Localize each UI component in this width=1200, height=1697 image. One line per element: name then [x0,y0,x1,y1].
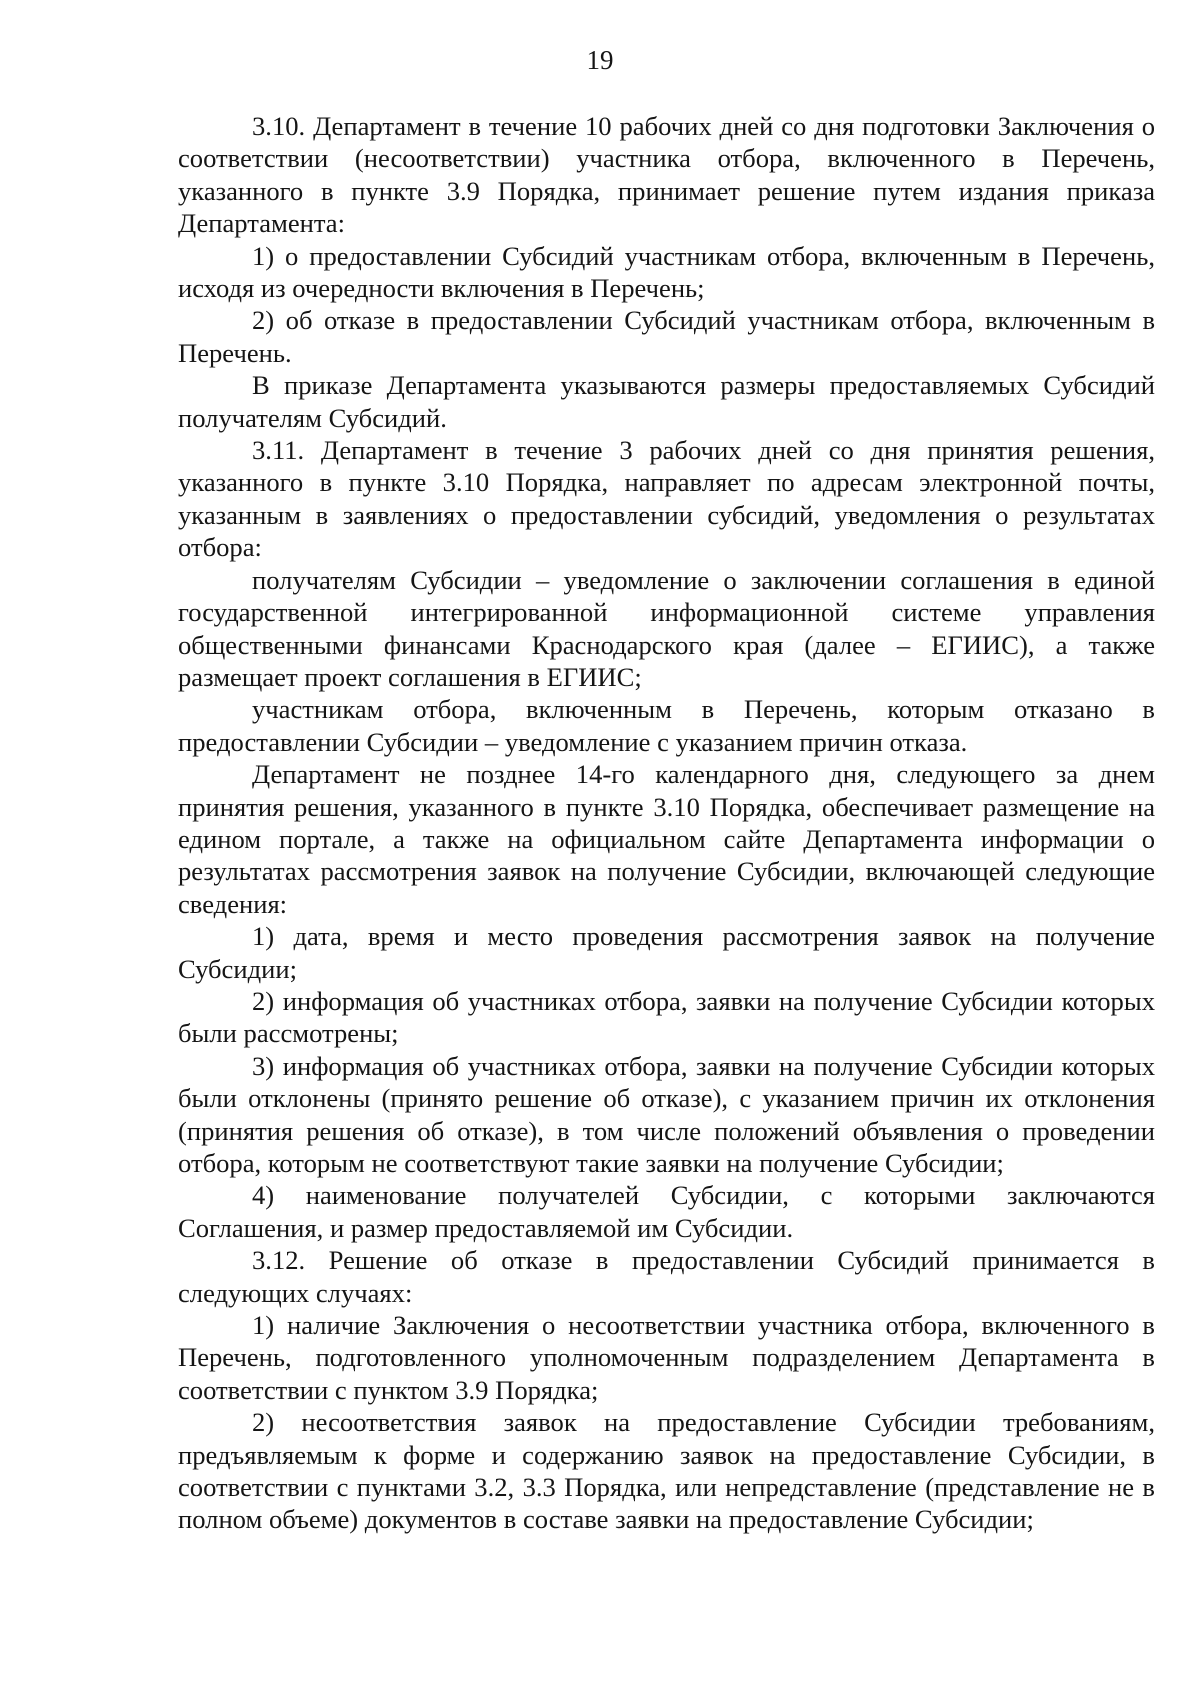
list-item-application-nonconformity: 2) несоответствия заявок на предоставление Субсидии требованиям, предъявляемым к форме и содержанию заявок на предоставление Субсидии, в соответствии с пунктами 3.2, 3.3 Порядка, или непредставление (представление не в полном объеме) документов в составе заявки на предоставление Субсидии; [178,1407,1155,1535]
paragraph-publication: Департамент не позднее 14-го календарного дня, следующего за днем принятия решения, указанного в пункте 3.10 Порядка, обеспечивает размещение на едином портале, а также на официальном сайте Департамента информации о результатах рассмотрения заявок на получение Субсидии, включающей следующие сведения: [178,759,1155,919]
paragraph-3-12: 3.12. Решение об отказе в предоставлении Субсидий принимается в следующих случаях: [178,1245,1155,1308]
paragraph-refused-participants-notice: участникам отбора, включенным в Перечень, которым отказано в предоставлении Субсидии – уведомление с указанием причин отказа. [178,694,1155,757]
list-item-recipient-names: 4) наименование получателей Субсидии, с которыми заключаются Соглашения, и размер предоставляемой им Субсидии. [178,1180,1155,1243]
list-item-grant-subsidies: 1) о предоставлении Субсидий участникам отбора, включенным в Перечень, исходя из очередности включения в Перечень; [178,240,1155,304]
list-item-considered-applications: 2) информация об участниках отбора, заявки на получение Субсидии которых были рассмотрены; [178,985,1155,1049]
list-item-date-time-place: 1) дата, время и место проведения рассмотрения заявок на получение Субсидии; [178,921,1155,984]
paragraph-3-11: 3.11. Департамент в течение 3 рабочих дней со дня принятия решения, указанного в пункте 3.10 Порядка, направляет по адресам электронной почты, указанным в заявлениях о предоставлении субсидий, уведомления о результатах отбора: [178,435,1155,563]
list-item-nonconformity-conclusion: 1) наличие Заключения о несоответствии участника отбора, включенного в Перечень, подготовленного уполномоченным подразделением Департамента в соответствии с пунктом 3.9 Порядка; [178,1310,1155,1405]
document-body [178,110,1155,1536]
paragraph-order-amounts: В приказе Департамента указываются размеры предоставляемых Субсидий получателям Субсидий. [178,370,1155,433]
paragraph-3-10: 3.10. Департамент в течение 10 рабочих дней со дня подготовки Заключения о соответствии (несоответствии) участника отбора, включенного в Перечень, указанного в пункте 3.9 Порядка, принимает решение путем издания приказа Департамента: [178,111,1155,239]
page-number: 19 [586,45,614,75]
list-item-refuse-subsidies: 2) об отказе в предоставлении Субсидий участникам отбора, включенным в Перечень. [178,305,1155,368]
paragraph-recipients-notice: получателям Субсидии – уведомление о заключении соглашения в единой государственной интегрированной информационной системе управления общественными финансами Краснодарского края (далее – ЕГИИС), а также размещает проект соглашения в ЕГИИС; [178,564,1155,692]
list-item-rejected-applications: 3) информация об участниках отбора, заявки на получение Субсидии которых были отклонены (принято решение об отказе), с указанием причин их отклонения (принятия решения об отказе), в том числе положений объявления о проведении отбора, которым не соответствуют такие заявки на получение Субсидии; [178,1050,1155,1178]
